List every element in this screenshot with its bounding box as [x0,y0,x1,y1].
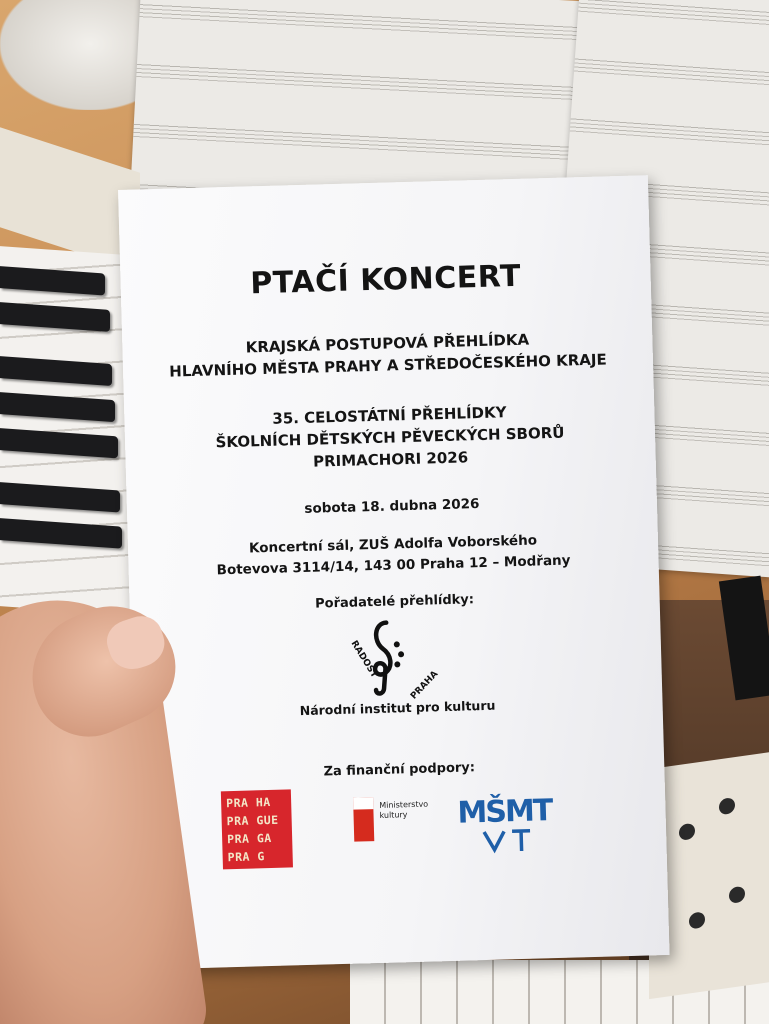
organizer-institute: Národní institut pro kulturu [299,697,496,719]
event-venue [128,527,659,584]
note-dot [394,641,400,647]
ministry-line: Ministerstvo [379,799,429,810]
black-key [0,356,112,386]
console-button [719,797,735,815]
black-key [0,482,120,512]
note-dot [394,661,400,667]
heading-line: KRAJSKÁ POSTUPOVÁ PŘEHLÍDKA [245,330,530,357]
heading-line: ŠKOLNÍCH DĚTSKÝCH PĚVECKÝCH SBORŮ [215,423,565,452]
venue-line: Botevova 3114/14, 143 00 Praha 12 – Modřany [216,552,571,579]
logo-word-right: PRAHA [409,669,441,702]
black-key [0,518,122,549]
concert-programme-leaflet [118,175,670,969]
praha-logo-line: PRA GUE [226,812,279,829]
heading-line: 35. CELOSTÁTNÍ PŘEHLÍDKY [272,403,507,428]
black-key [0,428,118,458]
treble-clef-icon [374,623,391,694]
cloth [0,0,150,110]
ministry-line: kultury [379,810,408,820]
black-key [0,392,115,422]
organizers-label: Pořadatelé přehlídky: [314,592,475,612]
ministry-text [379,800,428,821]
note-dot [398,651,404,657]
heading-line: HLAVNÍHO MĚSTA PRAHY A STŘEDOČESKÉHO KRAJE [169,350,607,381]
console-button [679,823,695,841]
praha-sponsor-logo [221,789,293,869]
radost-praha-logo [330,613,442,704]
heading-line: PRIMACHORI 2026 [312,448,469,471]
msmt-mark [484,831,531,852]
national-showcase-heading [124,397,656,478]
black-key [0,266,105,295]
black-key [0,302,110,332]
console-button [689,911,705,929]
msmt-logo [453,790,555,855]
logo-word-left: RADOST [348,639,379,680]
msmt-text: MŠMT [457,793,552,831]
praha-logo-line: PRA GA [226,830,272,847]
venue-line: Koncertní sál, ZUŠ Adolfa Voborského [248,532,538,557]
regional-showcase-heading [122,325,653,384]
concert-title: PTAČÍ KONCERT [249,258,522,302]
praha-logo-line: PRA HA [225,794,271,811]
piano-keyboard [0,244,140,616]
event-date: sobota 18. dubna 2026 [304,496,480,517]
console-button [729,886,745,904]
support-label: Za finanční podpory: [323,760,476,780]
praha-logo-line: PRA G [227,849,265,865]
czech-flag-icon [353,797,374,842]
